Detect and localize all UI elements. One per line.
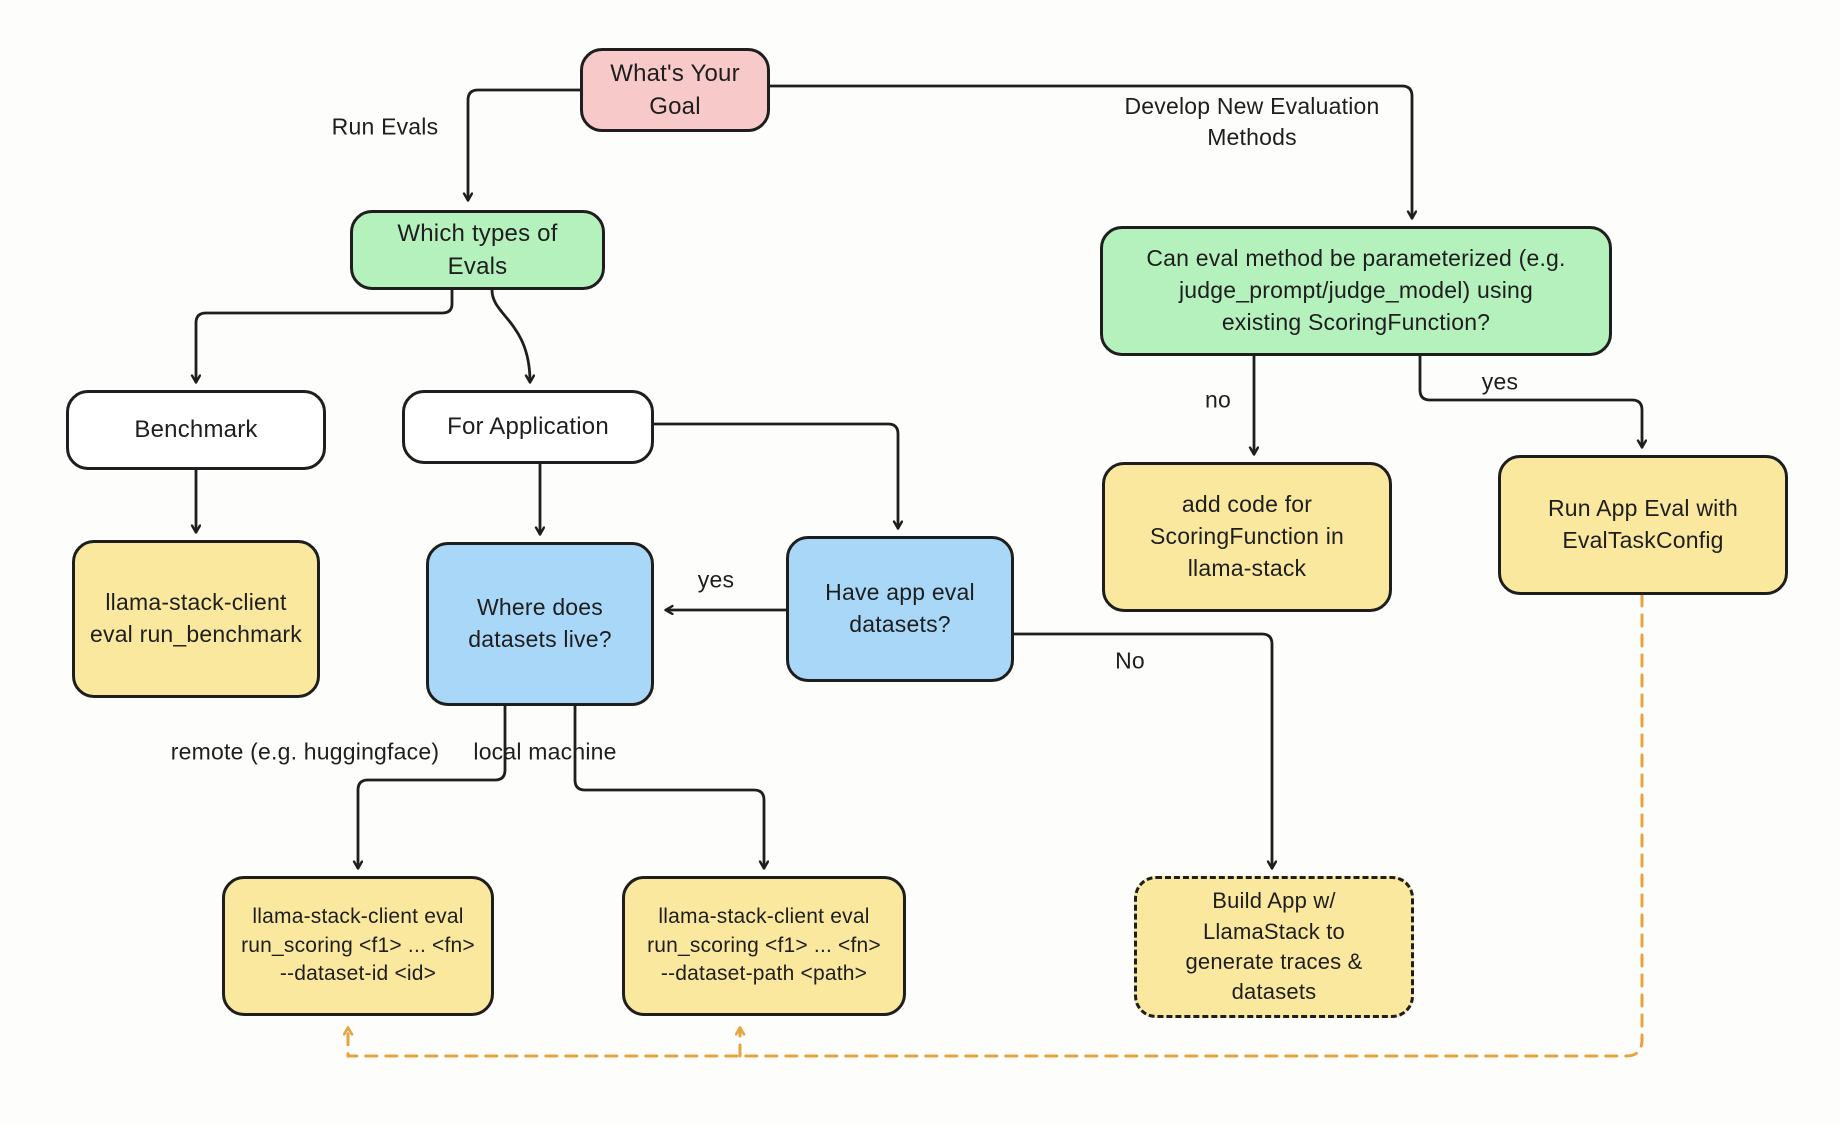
node-goal-line: Goal: [649, 93, 701, 120]
node-run-scoring-dataset-path-line: llama-stack-client eval: [658, 904, 870, 928]
label-yes-mid-line: yes: [697, 566, 735, 593]
label-develop-new-evaluation-methods-line: Methods: [1207, 124, 1297, 150]
edge-which-types-to-benchmark: [196, 290, 452, 382]
label-develop-new-evaluation-methods-line: Develop New Evaluation: [1124, 92, 1380, 119]
label-yes-right: [1482, 366, 1518, 397]
node-benchmark-line: Benchmark: [134, 416, 258, 444]
edge-for-application-to-have-app: [654, 424, 898, 528]
node-add-code-scoringfunction: [1102, 462, 1392, 612]
node-where-does-datasets-live: [426, 542, 654, 706]
edge-where-does-remote-to-dataset-id: [358, 706, 505, 868]
edge-can-eval-yes-to-run-app-eval: [1420, 356, 1642, 447]
label-no-right: [1205, 384, 1231, 415]
edge-which-types-to-for-application: [492, 290, 530, 382]
node-can-eval-method-be-parameterized-line: judge_prompt/judge_model) using: [1179, 277, 1533, 304]
label-yes-mid: [698, 564, 734, 595]
node-where-does-datasets-live-line: Where does: [476, 594, 603, 621]
label-remote-huggingface: [171, 736, 439, 767]
node-run-scoring-dataset-id-line: llama-stack-client eval: [252, 904, 464, 928]
node-where-does-datasets-live-line: datasets live?: [468, 626, 612, 652]
node-run-scoring-dataset-path-line: run_scoring <f1> ... <fn>: [647, 933, 881, 957]
node-goal: [580, 48, 770, 132]
node-which-types-of-evals-line: Which types of: [397, 219, 558, 247]
label-local-machine-line: local machine: [473, 738, 617, 765]
node-build-app-llamastack-line: LlamaStack to: [1202, 918, 1345, 944]
node-run-benchmark-line: llama-stack-client: [105, 589, 287, 616]
label-run-evals: [332, 111, 439, 142]
edge-goal-to-which-types: [468, 90, 580, 200]
node-run-scoring-dataset-path-line: --dataset-path <path>: [660, 962, 868, 986]
node-have-app-eval-datasets-line: Have app eval: [825, 579, 975, 606]
node-can-eval-method-be-parameterized-line: Can eval method be parameterized (e.g.: [1146, 245, 1566, 272]
node-run-app-eval-line: EvalTaskConfig: [1562, 527, 1724, 553]
label-remote-huggingface-line: remote (e.g. huggingface): [170, 738, 440, 765]
node-run-benchmark: [72, 540, 320, 698]
node-add-code-scoringfunction-line: add code for: [1181, 491, 1313, 518]
node-run-app-eval: [1498, 455, 1788, 595]
label-local-machine: [473, 736, 616, 767]
label-develop-new-evaluation-methods: [1125, 91, 1380, 153]
node-run-scoring-dataset-id-line: run_scoring <f1> ... <fn>: [241, 933, 475, 957]
node-have-app-eval-datasets: [786, 536, 1014, 682]
label-yes-right-line: yes: [1481, 368, 1519, 395]
node-add-code-scoringfunction-line: ScoringFunction in: [1149, 523, 1345, 550]
node-have-app-eval-datasets-line: datasets?: [849, 611, 951, 637]
label-no-mid-line: No: [1115, 647, 1145, 674]
node-add-code-scoringfunction-line: llama-stack: [1187, 554, 1307, 581]
node-run-benchmark-line: eval run_benchmark: [90, 621, 302, 647]
node-for-application-line: For Application: [447, 413, 609, 441]
node-build-app-llamastack-line: generate traces &: [1185, 949, 1363, 974]
node-which-types-of-evals-line: Evals: [447, 253, 508, 280]
node-build-app-llamastack: [1134, 876, 1414, 1018]
node-goal-line: What's Your: [610, 59, 740, 87]
node-run-scoring-dataset-path: [622, 876, 906, 1016]
node-build-app-llamastack-line: datasets: [1231, 979, 1317, 1005]
node-for-application: [402, 390, 654, 464]
edge-where-does-local-to-dataset-path: [575, 706, 764, 868]
label-run-evals-line: Run Evals: [331, 113, 439, 140]
node-benchmark: [66, 390, 326, 470]
label-no-right-line: no: [1205, 386, 1231, 413]
node-can-eval-method-be-parameterized: [1100, 226, 1612, 356]
node-run-scoring-dataset-id-line: --dataset-id <id>: [279, 962, 437, 986]
node-which-types-of-evals: [350, 210, 605, 290]
node-build-app-llamastack-line: Build App w/: [1212, 888, 1336, 914]
node-run-app-eval-line: Run App Eval with: [1547, 495, 1739, 522]
node-run-scoring-dataset-id: [222, 876, 494, 1016]
label-no-mid: [1115, 645, 1145, 676]
node-can-eval-method-be-parameterized-line: existing ScoringFunction?: [1221, 308, 1491, 335]
